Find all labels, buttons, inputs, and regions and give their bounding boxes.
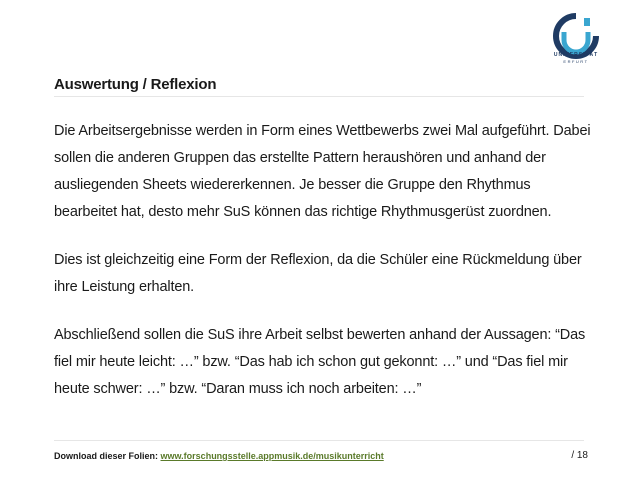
footer-divider xyxy=(54,440,584,441)
page-number: / 18 xyxy=(571,450,588,461)
title-divider xyxy=(54,96,584,97)
logo-city-label: ERFURT xyxy=(563,59,589,64)
body-paragraph-self-assessment: Abschließend sollen die SuS ihre Arbeit selbst bewerten anhand der Aussagen: “Das fiel mir heute leicht: …” bzw. “Das hab ich schon gut gekonnt: …” und “Das fiel mir heute schwer: …” bzw. “Daran muss ich noch arbeiten: …” xyxy=(54,327,586,397)
slide-body xyxy=(54,118,594,424)
body-paragraph-reflection: Dies ist gleichzeitig eine Form der Reflexion, da die Schüler eine Rückmeldung über ihre Leistung erhalten. xyxy=(54,252,582,295)
footer-download-label: Download dieser Folien: xyxy=(54,451,161,461)
slide-title: Auswertung / Reflexion xyxy=(54,76,217,93)
body-paragraph-competition: Die Arbeitsergebnisse werden in Form eines Wettbewerbs zwei Mal aufgeführt. Dabei sollen die anderen Gruppen das erstellte Pattern heraushören und anhand der ausliegenden Sheets wiedererkennen. Je besser die Gruppe den Rhythmus bearbeitet hat, desto mehr SuS können das richtige Rhythmusgerüst zuordnen. xyxy=(54,123,591,220)
logo-university-label: UNIVERSITÄT xyxy=(553,52,599,58)
footer-download-link[interactable]: www.forschungsstelle.appmusik.de/musikunterricht xyxy=(160,451,384,461)
footer xyxy=(54,451,384,461)
